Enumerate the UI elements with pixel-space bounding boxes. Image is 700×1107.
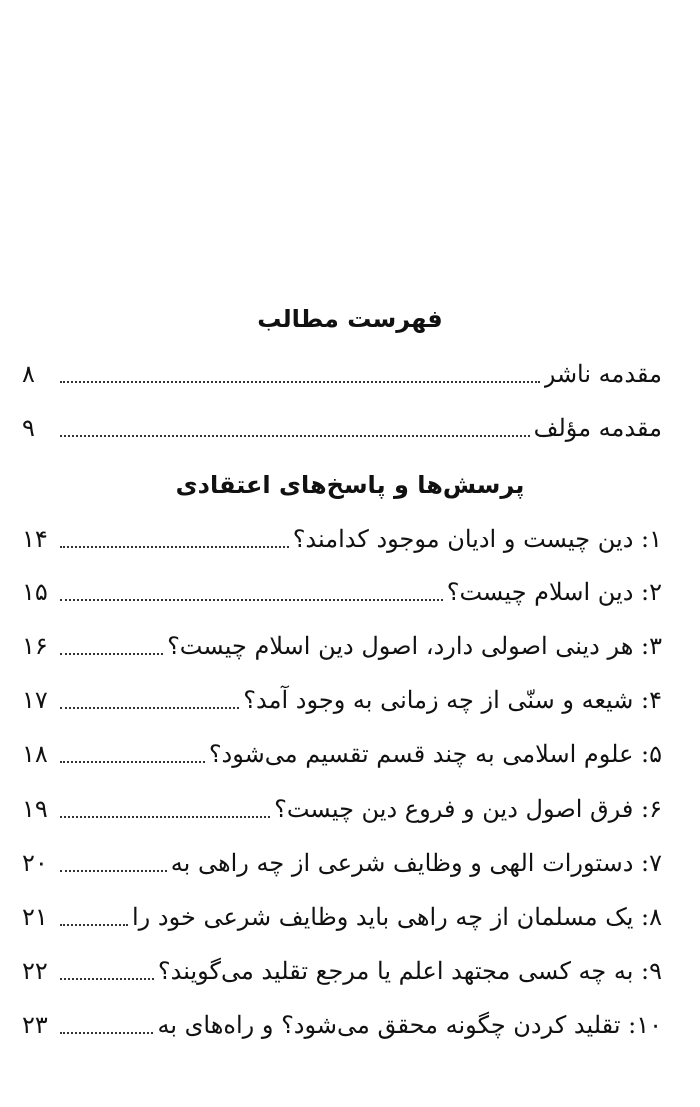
toc-entry-page: ۸: [22, 360, 35, 388]
toc-entry-title: ۷: دستورات الهی و وظایف شرعی از چه راهی به: [170, 849, 662, 877]
toc-entry-title: ۲: دین اسلام چیست؟: [446, 578, 662, 606]
toc-entry-q2: [22, 566, 662, 610]
toc-entry-q7: [22, 837, 662, 881]
toc-entry-page: ۱۹: [22, 795, 48, 823]
dot-leader: [60, 380, 540, 383]
toc-entry-page: ۱۷: [22, 686, 48, 714]
toc-entry-page: ۱۶: [22, 632, 48, 660]
toc-entry-page: ۲۲: [22, 957, 48, 985]
toc-entry-title: ۱: دین چیست و ادیان موجود کدامند؟: [292, 525, 662, 553]
toc-entry-author-intro: [22, 402, 662, 446]
toc-entry-title: ۸: یک مسلمان از چه راهی باید وظایف شرعی خود را: [132, 903, 662, 931]
dot-leader: [60, 652, 163, 655]
section-heading: پرسش‌ها و پاسخ‌های اعتقادی: [175, 471, 525, 499]
toc-entry-page: ۲۳: [22, 1011, 48, 1039]
toc-entry-q4: [22, 674, 662, 718]
toc-entry-q10: [22, 999, 662, 1043]
dot-leader: [60, 815, 270, 818]
dot-leader: [60, 977, 154, 980]
toc-entry-q3: [22, 620, 662, 664]
dot-leader: [60, 706, 239, 709]
dot-leader: [60, 434, 530, 437]
dot-leader: [60, 760, 205, 763]
toc-entry-page: ۲۱: [22, 903, 48, 931]
toc-entry-title: مقدمه مؤلف: [533, 414, 662, 442]
dot-leader: [60, 545, 289, 548]
toc-entry-title: مقدمه ناشر: [543, 360, 662, 388]
toc-entry-q9: [22, 945, 662, 989]
dot-leader: [60, 1031, 153, 1034]
toc-entry-q6: [22, 783, 662, 827]
dot-leader: [60, 923, 128, 926]
toc-entry-title: ۹: به چه کسی مجتهد اعلم یا مرجع تقلید می‌گویند؟: [157, 957, 662, 985]
toc-entry-title: ۱۰: تقلید کردن چگونه محقق می‌شود؟ و راه‌های به: [157, 1011, 662, 1039]
toc-entry-page: ۲۰: [22, 849, 48, 877]
toc-entry-q5: [22, 728, 662, 772]
toc-heading: فهرست مطالب: [257, 305, 443, 333]
toc-entry-title: ۴: شیعه و سنّی از چه زمانی به وجود آمد؟: [243, 686, 662, 714]
toc-entry-page: ۱۵: [22, 578, 48, 606]
toc-entry-page: ۱۴: [22, 525, 48, 553]
toc-entry-title: ۶: فرق اصول دین و فروع دین چیست؟: [274, 795, 662, 823]
toc-entry-q8: [22, 891, 662, 935]
toc-entry-page: ۹: [22, 414, 35, 442]
toc-entry-q1: [22, 513, 662, 557]
toc-entry-publisher-intro: [22, 348, 662, 392]
toc-entry-page: ۱۸: [22, 740, 48, 768]
dot-leader: [60, 869, 167, 872]
toc-entry-title: ۳: هر دینی اصولی دارد، اصول دین اسلام چیست؟: [167, 632, 662, 660]
dot-leader: [60, 598, 443, 601]
toc-entry-title: ۵: علوم اسلامی به چند قسم تقسیم می‌شود؟: [208, 740, 662, 768]
